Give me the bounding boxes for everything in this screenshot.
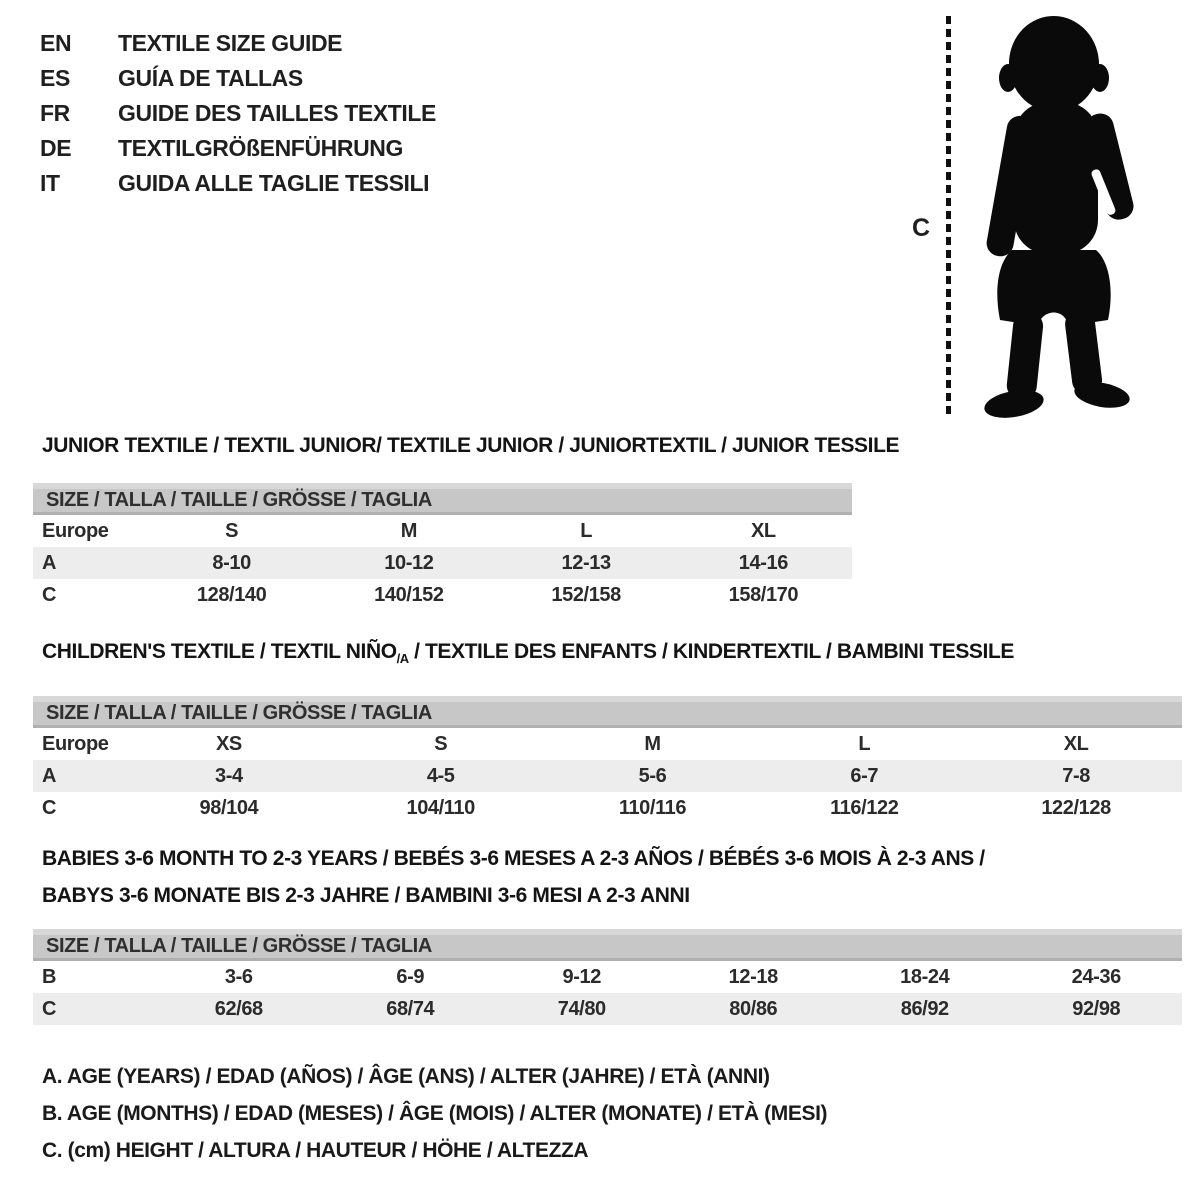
lang-title: TEXTILGRÖßENFÜHRUNG xyxy=(118,135,403,161)
table-cell: 68/74 xyxy=(386,998,435,1020)
row-label: C xyxy=(42,998,57,1020)
lang-row-fr xyxy=(40,96,436,131)
table-cell: XS xyxy=(215,733,242,755)
height-measure-dashed-line xyxy=(946,16,951,416)
lang-code: IT xyxy=(40,170,60,196)
footnotes xyxy=(42,1058,827,1169)
size-header-bar: SIZE / TALLA / TAILLE / GRÖSSE / TAGLIA xyxy=(33,929,1182,961)
row-label: C xyxy=(42,584,57,606)
table-cell: 74/80 xyxy=(557,998,606,1020)
table-row xyxy=(33,760,1182,792)
table-cell: 116/122 xyxy=(830,797,899,819)
table-row xyxy=(33,728,1182,760)
table-cell: 92/98 xyxy=(1072,998,1121,1020)
lang-title: GUÍA DE TALLAS xyxy=(118,65,303,91)
table-cell: 3-6 xyxy=(224,966,253,988)
table-cell: 4-5 xyxy=(426,765,455,787)
table-cell: 104/110 xyxy=(406,797,475,819)
language-header xyxy=(40,26,436,201)
table-cell: 12-13 xyxy=(561,552,611,574)
lang-code: FR xyxy=(40,100,70,126)
section-title-pre: CHILDREN'S TEXTILE / TEXTIL NIÑO xyxy=(42,640,397,663)
table-row xyxy=(33,993,1182,1025)
table-row xyxy=(33,579,852,611)
section-title: JUNIOR TEXTILE / TEXTIL JUNIOR/ TEXTILE JUNIOR / JUNIORTEXTIL / JUNIOR TESSILE xyxy=(42,434,900,457)
table-cell: 6-7 xyxy=(850,765,879,787)
table-cell: 9-12 xyxy=(562,966,601,988)
section-title xyxy=(42,640,1182,671)
table-cell: 158/170 xyxy=(728,584,799,606)
lang-row-es xyxy=(40,61,436,96)
table-cell: L xyxy=(580,520,593,542)
table-cell: 12-18 xyxy=(728,966,778,988)
table-row xyxy=(33,547,852,579)
babies-textile-section xyxy=(33,840,1182,1025)
table-cell: 24-36 xyxy=(1071,966,1121,988)
table-cell: 152/158 xyxy=(551,584,621,606)
table-cell: XL xyxy=(1063,733,1089,755)
row-label: A xyxy=(42,552,57,574)
childrens-textile-section xyxy=(33,640,1182,824)
table-row xyxy=(33,961,1182,993)
row-label: A xyxy=(42,765,57,787)
lang-code: DE xyxy=(40,135,72,161)
lang-title: GUIDE DES TAILLES TEXTILE xyxy=(118,100,436,126)
section-title-line2: BABYS 3-6 MONATE BIS 2-3 JAHRE / BAMBINI 3-6 MESI A 2-3 ANNI xyxy=(42,884,690,907)
section-title-line1: BABIES 3-6 MONTH TO 2-3 YEARS / BEBÉS 3-6 MESES A 2-3 AÑOS / BÉBÉS 3-6 MOIS À 2-3 ANS / xyxy=(42,847,985,870)
size-header-bar: SIZE / TALLA / TAILLE / GRÖSSE / TAGLIA xyxy=(33,696,1182,728)
lang-row-en xyxy=(40,26,436,61)
table-cell: 3-4 xyxy=(215,765,243,787)
table-cell: 80/86 xyxy=(729,998,778,1020)
table-cell: 98/104 xyxy=(199,797,259,819)
table-row xyxy=(33,515,852,547)
table-cell: M xyxy=(644,733,661,755)
table-cell: 86/92 xyxy=(900,998,949,1020)
row-label: Europe xyxy=(42,733,109,755)
table-cell: 14-16 xyxy=(738,552,788,574)
table-cell: 5-6 xyxy=(638,765,667,787)
table-cell: 6-9 xyxy=(396,966,425,988)
height-measure-label: C xyxy=(912,214,930,242)
section-title-subscript: /A xyxy=(396,651,409,666)
footnote-c: C. (cm) HEIGHT / ALTURA / HAUTEUR / HÖHE / ALTEZZA xyxy=(42,1139,589,1162)
table-cell: 110/116 xyxy=(618,797,687,819)
table-cell: 10-12 xyxy=(384,552,434,574)
table-cell: M xyxy=(400,520,417,542)
table-cell: L xyxy=(858,733,871,755)
table-cell: 62/68 xyxy=(214,998,263,1020)
section-title-post: / TEXTILE DES ENFANTS / KINDERTEXTIL / BAMBINI TESSILE xyxy=(408,640,1015,663)
junior-textile-section xyxy=(33,434,900,611)
row-label: B xyxy=(42,966,57,988)
lang-code: EN xyxy=(40,30,72,56)
table-cell: XL xyxy=(750,520,776,542)
table-cell: S xyxy=(225,520,239,542)
table-cell: 122/128 xyxy=(1041,797,1111,819)
table-cell: S xyxy=(434,733,448,755)
lang-row-de xyxy=(40,131,436,166)
lang-row-it xyxy=(40,166,436,201)
table-cell: 7-8 xyxy=(1062,765,1090,787)
footnote-b: B. AGE (MONTHS) / EDAD (MESES) / ÂGE (MOIS) / ALTER (MONATE) / ETÀ (MESI) xyxy=(42,1102,828,1125)
table-cell: 128/140 xyxy=(196,584,267,606)
table-cell: 8-10 xyxy=(212,552,251,574)
table-row xyxy=(33,792,1182,824)
row-label: Europe xyxy=(42,520,109,542)
toddler-silhouette-icon xyxy=(962,12,1140,422)
table-cell: 18-24 xyxy=(900,966,950,988)
lang-code: ES xyxy=(40,65,70,91)
row-label: C xyxy=(42,797,57,819)
footnote-a: A. AGE (YEARS) / EDAD (AÑOS) / ÂGE (ANS) / ALTER (JAHRE) / ETÀ (ANNI) xyxy=(42,1065,770,1088)
size-header-bar: SIZE / TALLA / TAILLE / GRÖSSE / TAGLIA xyxy=(33,483,852,515)
lang-title: GUIDA ALLE TAGLIE TESSILI xyxy=(118,170,430,196)
lang-title: TEXTILE SIZE GUIDE xyxy=(118,30,343,56)
table-cell: 140/152 xyxy=(374,584,444,606)
